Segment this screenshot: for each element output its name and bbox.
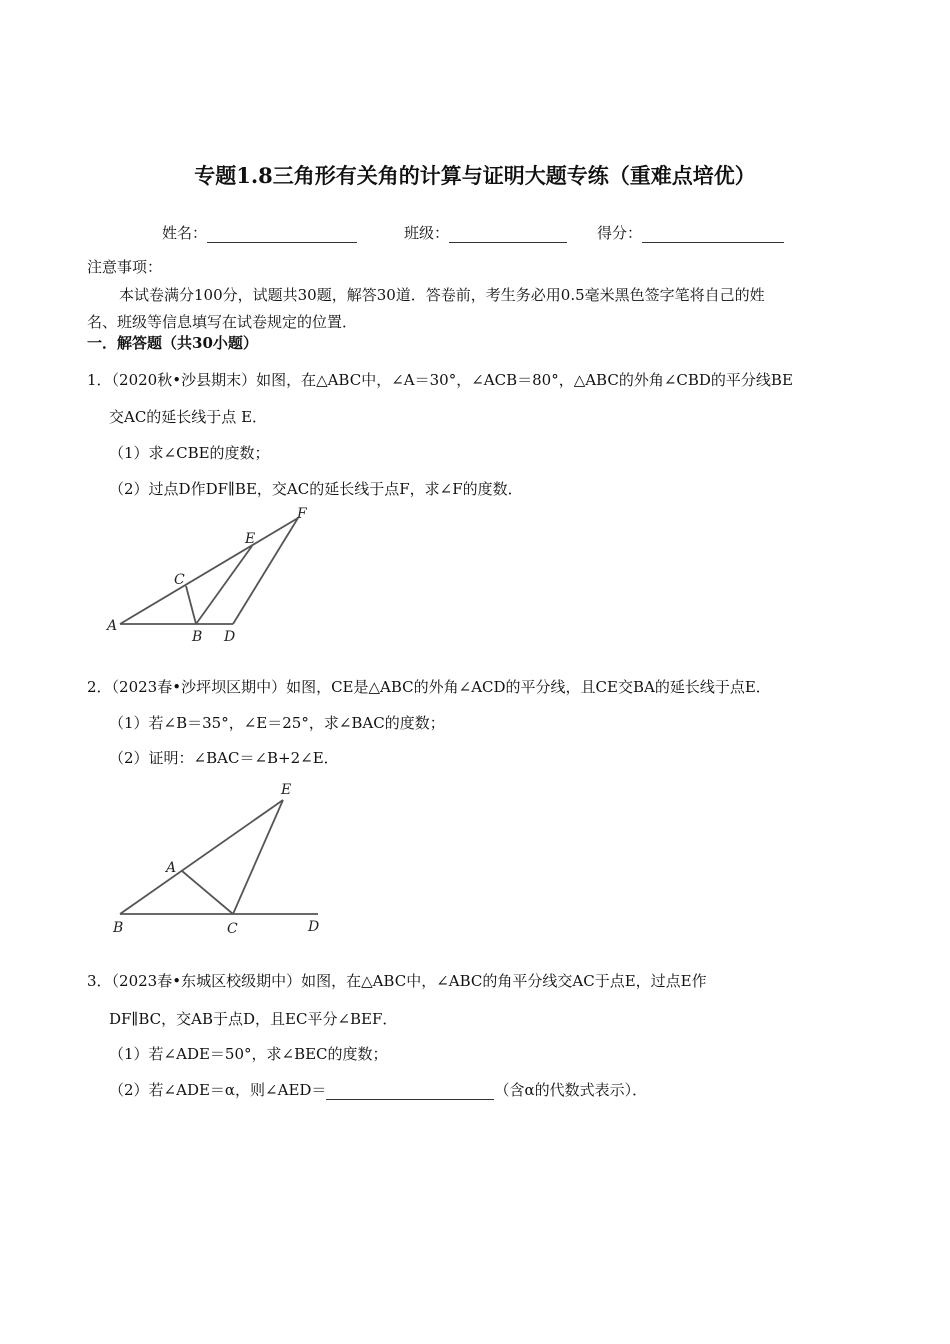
score-label: 得分： [597,224,643,242]
q3-line-2: DF∥BC，交AB于点D，且EC平分∠BEF． [109,1010,398,1028]
q2-figure [100,776,340,941]
q2-label-e: E [281,782,292,798]
class-label: 班级： [404,224,450,242]
q2-label-d: D [308,919,320,935]
q1-label-c: C [174,572,185,588]
q2-line-1: 2．（2023春•沙坪坝区期中）如图，CE是△ABC的外角∠ACD的平分线，且CE交BA的延长线于点E． [87,678,771,696]
q3-answer-blank[interactable] [326,1083,494,1100]
q2-label-a: A [166,860,177,876]
q1-label-a: A [107,618,118,634]
notice-line-2: 名、班级等信息填写在试卷规定的位置． [87,313,358,331]
name-field [162,222,357,243]
q2-segment-ac [182,871,233,914]
q2-part-1: （1）若∠B＝35°，∠E＝25°，求∠BAC的度数； [109,714,445,732]
q1-line-2: 交AC的延长线于点 E． [109,408,268,426]
q1-figure [100,502,330,650]
score-blank[interactable] [642,224,784,243]
q2-label-c: C [227,921,238,937]
q1-label-b: B [192,629,203,645]
q3-line-1: 3．（2023春•东城区校级期中）如图，在△ABC中，∠ABC的角平分线交AC于点E，过点E作 [87,972,707,990]
section-heading: 一．解答题（共30小题） [87,334,258,352]
notice-heading: 注意事项： [87,258,163,276]
page-title: 专题1.8三角形有关角的计算与证明大题专练（重难点培优） [194,163,756,188]
class-field [404,222,567,243]
q3-part-2 [109,1079,647,1100]
q1-label-e: E [245,531,256,547]
q1-part-1: （1）求∠CBE的度数； [109,444,270,462]
q1-label-f: F [297,506,307,522]
q1-segment-df [233,518,298,624]
q3-part-2-suffix: （含α的代数式表示）． [494,1081,648,1099]
q2-label-b: B [113,920,124,936]
class-blank[interactable] [449,224,567,243]
q1-segment-af [120,518,298,624]
q1-part-2: （2）过点D作DF∥BE，交AC的延长线于点F，求∠F的度数． [109,480,523,498]
name-label: 姓名： [162,224,208,242]
q3-part-1: （1）若∠ADE＝50°，求∠BEC的度数； [109,1045,388,1063]
q1-label-d: D [224,629,236,645]
name-blank[interactable] [207,224,357,243]
q3-part-2-prefix: （2）若∠ADE＝α，则∠AED＝ [109,1081,327,1099]
q2-part-2: （2）证明：∠BAC＝∠B+2∠E． [109,749,339,767]
q1-segment-be [196,546,252,624]
q1-segment-cb [186,586,196,624]
score-field [597,222,784,243]
notice-line-1: 本试卷满分100分，试题共30题，解答30道．答卷前，考生务必用0.5毫米黑色签字笔将自己的姓 [119,286,765,304]
q1-line-1: 1．（2020秋•沙县期末）如图，在△ABC中，∠A＝30°，∠ACB＝80°，△ABC的外角∠CBD的平分线BE [87,371,793,389]
